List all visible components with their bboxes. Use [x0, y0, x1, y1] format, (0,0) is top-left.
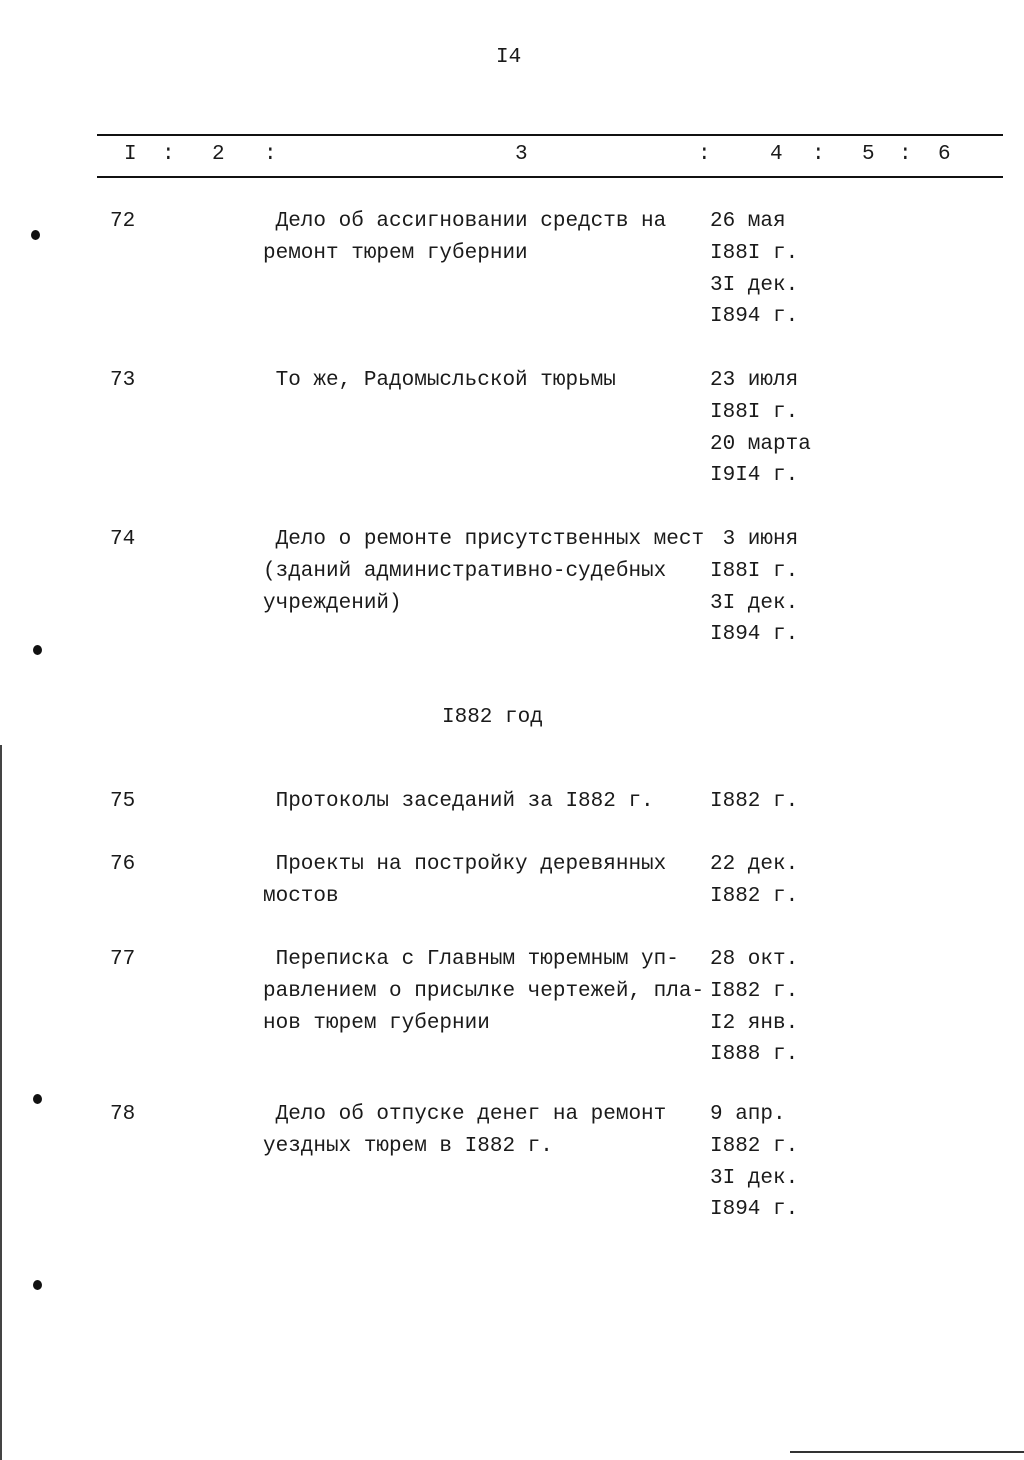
entry-number: 78 — [110, 1103, 136, 1126]
entry-date-line: 23 июля — [710, 369, 799, 392]
entry-date-line: 3I дек. — [710, 1166, 799, 1190]
entry-date-line: I2 янв. — [710, 1011, 799, 1035]
punch-hole — [33, 1280, 42, 1290]
section-heading: I882 год — [442, 706, 543, 729]
header-separator: : — [899, 143, 912, 166]
entry-description-line: Дело о ремонте присутственных мест — [263, 528, 705, 551]
entry-date-line: 22 дек. — [710, 853, 799, 876]
entry-description-line: нов тюрем губернии — [263, 1011, 490, 1035]
entry-date-line: I88I г. — [710, 559, 799, 583]
entry-description-line: мостов — [263, 884, 339, 908]
entry-number: 77 — [110, 948, 136, 971]
header-col-4: 4 — [770, 143, 783, 166]
entry-date-line: I888 г. — [710, 1043, 799, 1067]
entry-date-line: 3I дек. — [710, 591, 799, 615]
scan-bottom-line — [790, 1451, 1024, 1453]
table-header-bottom-rule — [97, 176, 1003, 178]
punch-hole — [33, 645, 42, 655]
header-col-6: 6 — [938, 143, 951, 166]
entry-number: 72 — [110, 210, 136, 233]
entry-date-line: I9I4 г. — [710, 464, 799, 488]
entry-date-line: I894 г. — [710, 305, 799, 329]
header-col-1: I — [124, 143, 137, 166]
entry-date-line: 9 апр. — [710, 1103, 786, 1126]
header-col-3: 3 — [515, 143, 528, 166]
punch-hole — [33, 1094, 42, 1104]
scan-edge-line — [0, 745, 2, 1460]
entry-date-line: I882 г. — [710, 1134, 799, 1158]
entry-date-line: I894 г. — [710, 1198, 799, 1222]
entry-date-line: I88I г. — [710, 241, 799, 265]
header-separator: : — [162, 143, 175, 166]
entry-description-line: Протоколы заседаний за I882 г. — [263, 790, 654, 813]
entry-description-line: учреждений) — [263, 591, 402, 615]
punch-hole — [31, 230, 40, 240]
entry-date-line: 26 мая — [710, 210, 786, 233]
entry-number: 74 — [110, 528, 136, 551]
entry-number: 76 — [110, 853, 136, 876]
header-col-2: 2 — [212, 143, 225, 166]
entry-number: 75 — [110, 790, 136, 813]
entry-description-line: Дело об отпуске денег на ремонт — [263, 1103, 667, 1126]
entry-date-line: 3 июня — [710, 528, 799, 551]
header-separator: : — [264, 143, 277, 166]
table-top-rule — [97, 134, 1003, 136]
entry-date-line: I882 г. — [710, 790, 799, 813]
header-separator: : — [698, 143, 711, 166]
page-number: I4 — [496, 46, 522, 69]
entry-description-line: ремонт тюрем губернии — [263, 241, 528, 265]
entry-description-line: Переписка с Главным тюремным уп- — [263, 948, 679, 971]
entry-date-line: I882 г. — [710, 979, 799, 1003]
header-col-5: 5 — [862, 143, 875, 166]
entry-date-line: 20 марта — [710, 432, 811, 456]
entry-description-line: равлением о присылке чертежей, пла- — [263, 979, 705, 1003]
entry-description-line: уездных тюрем в I882 г. — [263, 1134, 553, 1158]
header-separator: : — [812, 143, 825, 166]
entry-date-line: 28 окт. — [710, 948, 799, 971]
entry-description-line: (зданий административно-судебных — [263, 559, 667, 583]
entry-number: 73 — [110, 369, 136, 392]
entry-date-line: 3I дек. — [710, 273, 799, 297]
entry-date-line: I894 г. — [710, 623, 799, 647]
entry-date-line: I88I г. — [710, 400, 799, 424]
entry-description-line: То же, Радомысльской тюрьмы — [263, 369, 616, 392]
entry-date-line: I882 г. — [710, 884, 799, 908]
entry-description-line: Проекты на постройку деревянных — [263, 853, 667, 876]
entry-description-line: Дело об ассигновании средств на — [263, 210, 667, 233]
